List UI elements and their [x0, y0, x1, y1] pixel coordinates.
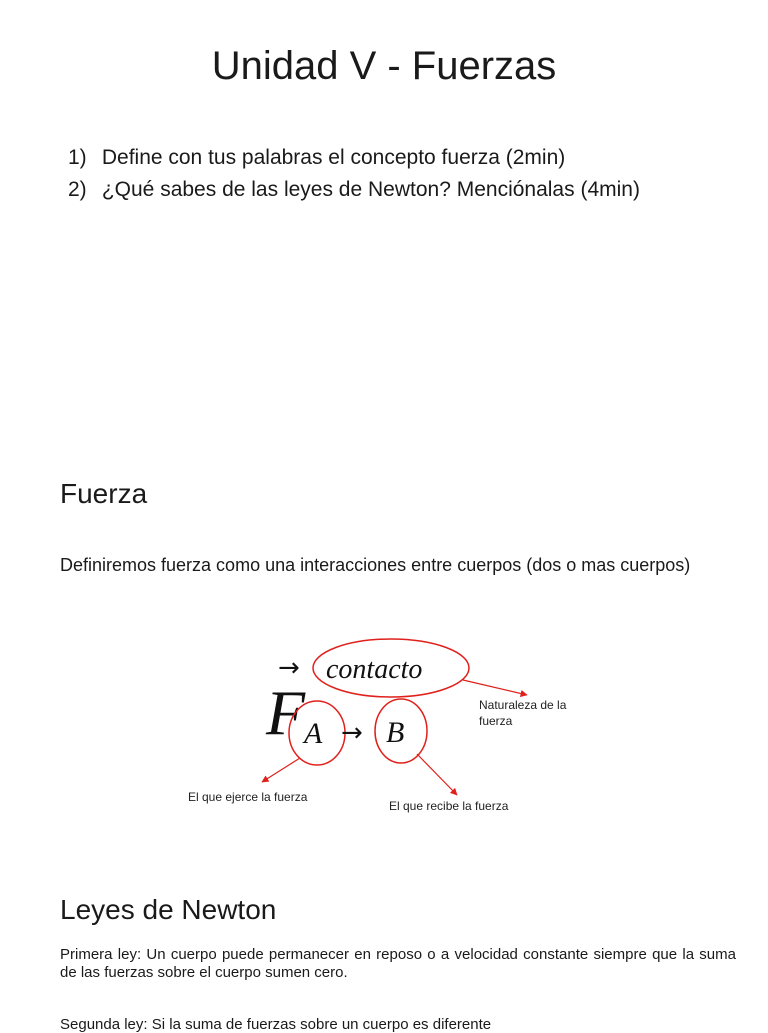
- question-item: [68, 178, 640, 202]
- section-heading: Fuerza: [60, 478, 148, 509]
- first-law-paragraph: Primera ley: Un cuerpo puede permanecer en reposo o a velocidad constante siempre que la suma de las fuerzas sobre el cuerpo sumen cero.: [60, 946, 736, 981]
- nature-arrow: [463, 680, 527, 695]
- body-a-label: A: [304, 717, 323, 750]
- contact-word: contacto: [326, 654, 423, 685]
- slide-title: Unidad V - Fuerzas: [211, 44, 557, 88]
- question-number: 1): [68, 146, 87, 169]
- question-list: [68, 146, 640, 210]
- nature-label-line2: fuerza: [479, 714, 513, 728]
- section-heading: Leyes de Newton: [60, 894, 277, 925]
- interaction-arrow-icon: →: [341, 718, 363, 748]
- exerts-arrow: [262, 758, 300, 782]
- definition-paragraph: Definiremos fuerza como una interacciones entre cuerpos (dos o mas cuerpos): [60, 555, 691, 575]
- force-diagram: [0, 628, 768, 828]
- slide-2: [0, 440, 768, 860]
- slide-3: [0, 860, 768, 1033]
- vector-arrow-icon: →: [278, 653, 300, 683]
- exerts-label: El que ejerce la fuerza: [188, 790, 308, 804]
- question-item: [68, 146, 640, 170]
- force-symbol: F: [266, 677, 306, 748]
- question-text: Define con tus palabras el concepto fuerza (2min): [101, 146, 566, 169]
- second-law-paragraph: Segunda ley: Si la suma de fuerzas sobre un cuerpo es diferente: [60, 1016, 492, 1033]
- question-number: 2): [68, 178, 87, 201]
- body-b-label: B: [386, 716, 405, 749]
- slide-1: [0, 0, 768, 440]
- question-text: ¿Qué sabes de las leyes de Newton? Menciónalas (4min): [101, 178, 640, 201]
- receives-arrow: [417, 754, 457, 795]
- nature-label-line1: Naturaleza de la: [479, 698, 567, 712]
- receives-label: El que recibe la fuerza: [389, 799, 509, 813]
